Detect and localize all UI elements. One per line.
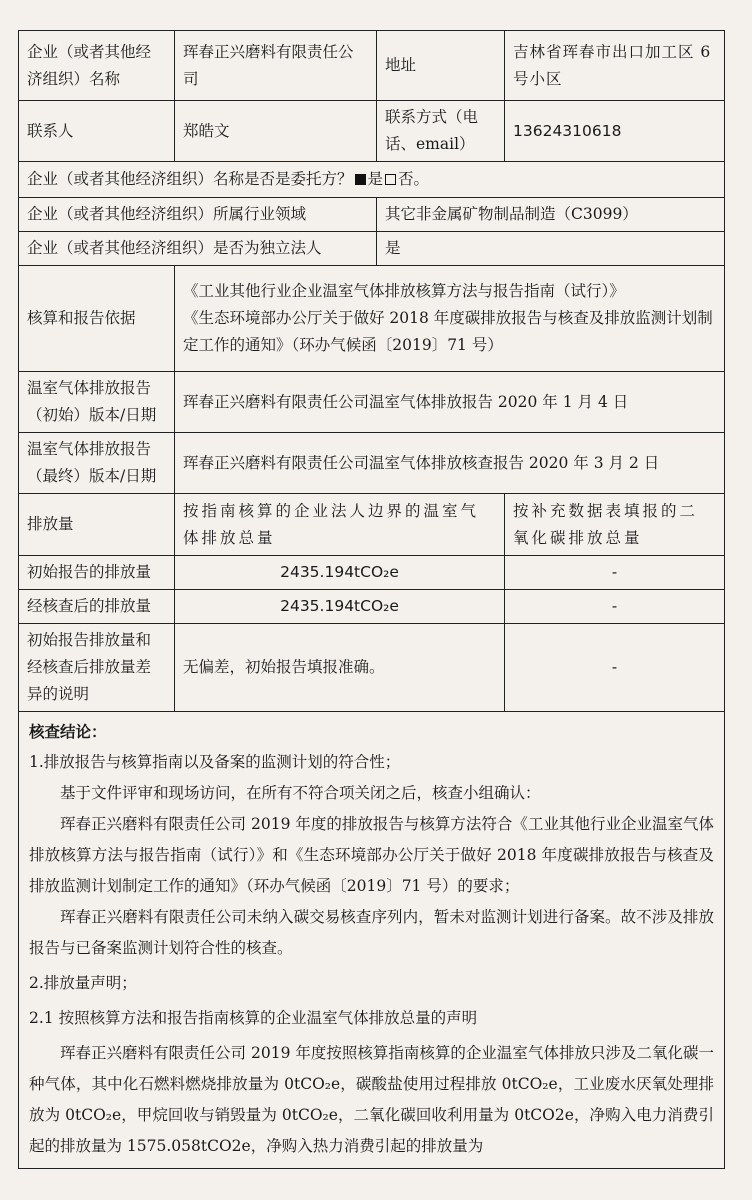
table-row [19,372,725,433]
conclusion-paragraph: 珲春正兴磨料有限责任公司 2019 年度按照核算指南核算的企业温室气体排放只涉及二氧化碳一种气体，其中化石燃料燃烧排放量为 0tCO₂e，碳酸盐使用过程排放 0tCO₂e，工业废水厌氧处理排放为 0tCO₂e，甲烷回收与销毁量为 0tCO₂e，二氧化碳回收利用量为 0tCO2e，净购入电力消费引起的排放量为 1575.058tCO2e，净购入热力消费引起的排放量为 [29,1044,714,1155]
conclusion-item-1: 1.排放报告与核算指南以及备案的监测计划的符合性； [29,753,401,771]
table-row [19,162,725,198]
legal-person-value: 是 [377,232,725,266]
no-label: 否。 [398,170,430,188]
contact-value: 郑皓文 [175,101,377,162]
conclusion-heading: 核查结论： [29,722,107,741]
table-row [19,556,725,590]
conclusion-paragraph: 珲春正兴磨料有限责任公司 2019 年度的排放报告与核算方法符合《工业其他行业企业温室气体排放核算方法与报告指南（试行）》和《生态环境部办公厅关于做好 2018 年度碳排放报告与核查及排放监测计划制定工作的通知》（环办气候函〔2019〕71 号）的要求； [29,815,714,895]
delegate-question [19,162,725,198]
industry-label: 企业（或者其他经济组织）所属行业领域 [19,198,377,232]
basis-value [175,266,725,372]
conclusion-paragraph: 珲春正兴磨料有限责任公司未纳入碳交易核查序列内，暂未对监测计划进行备案。故不涉及排放报告与已备案监测计划符合性的核查。 [29,908,714,957]
table-row [19,433,725,494]
table-row [19,494,725,556]
basis-label: 核算和报告依据 [19,266,175,372]
initial-emission-label: 初始报告的排放量 [19,556,175,590]
address-value: 吉林省珲春市出口加工区 6 号小区 [505,31,725,101]
org-name-value: 珲春正兴磨料有限责任公司 [175,31,377,101]
conclusion-paragraph: 基于文件评审和现场访问，在所有不符合项关闭之后，核查小组确认： [60,784,541,802]
table-row [19,31,725,101]
checked-box-icon [355,174,366,185]
unchecked-box-icon [385,174,396,185]
emission-label: 排放量 [19,494,175,556]
legal-person-label: 企业（或者其他经济组织）是否为独立法人 [19,232,377,266]
emission-col-supplement: 按补充数据表填报的二氧化碳排放总量 [505,494,725,556]
conclusion-item-2: 2.排放量声明； [29,974,137,992]
phone-value: 13624310618 [505,101,725,162]
conclusion-section [19,712,725,1169]
difference-value: 无偏差，初始报告填报准确。 [175,624,505,712]
initial-report-label: 温室气体排放报告（初始）版本/日期 [19,372,175,433]
verified-emission-supplement: - [505,590,725,624]
emission-col-guide: 按指南核算的企业法人边界的温室气体排放总量 [175,494,505,556]
table-row [19,101,725,162]
conclusion-item-2-1: 2.1 按照核算方法和报告指南核算的企业温室气体排放总量的声明 [29,1009,478,1027]
contact-method-label: 联系方式（电话、email） [377,101,505,162]
verified-emission-label: 经核查后的排放量 [19,590,175,624]
org-name-label: 企业（或者其他经济组织）名称 [19,31,175,101]
final-report-value: 珲春正兴磨料有限责任公司温室气体排放核查报告 2020 年 3 月 2 日 [175,433,725,494]
table-row [19,624,725,712]
basis-guide: 《工业其他行业企业温室气体排放核算方法与报告指南（试行）》 [183,282,625,300]
initial-report-value: 珲春正兴磨料有限责任公司温室气体排放报告 2020 年 1 月 4 日 [175,372,725,433]
yes-label: 是 [367,170,384,188]
table-row [19,266,725,372]
difference-supplement: - [505,624,725,712]
difference-label: 初始报告排放量和经核查后排放量差异的说明 [19,624,175,712]
basis-notice: 《生态环境部办公厅关于做好 2018 年度碳排放报告与核查及排放监测计划制定工作的通知》（环办气候函〔2019〕71 号） [183,309,713,354]
delegate-question-text: 企业（或者其他经济组织）名称是否是委托方？ [27,170,353,188]
initial-emission-supplement: - [505,556,725,590]
verified-emission-value: 2435.194tCO₂e [175,590,505,624]
final-report-label: 温室气体排放报告（最终）版本/日期 [19,433,175,494]
table-row [19,712,725,1169]
table-row [19,232,725,266]
table-row [19,590,725,624]
initial-emission-value: 2435.194tCO₂e [175,556,505,590]
industry-value: 其它非金属矿物制品制造（C3099） [377,198,725,232]
verification-table [18,30,725,1169]
address-label: 地址 [377,31,505,101]
table-row [19,198,725,232]
contact-label: 联系人 [19,101,175,162]
